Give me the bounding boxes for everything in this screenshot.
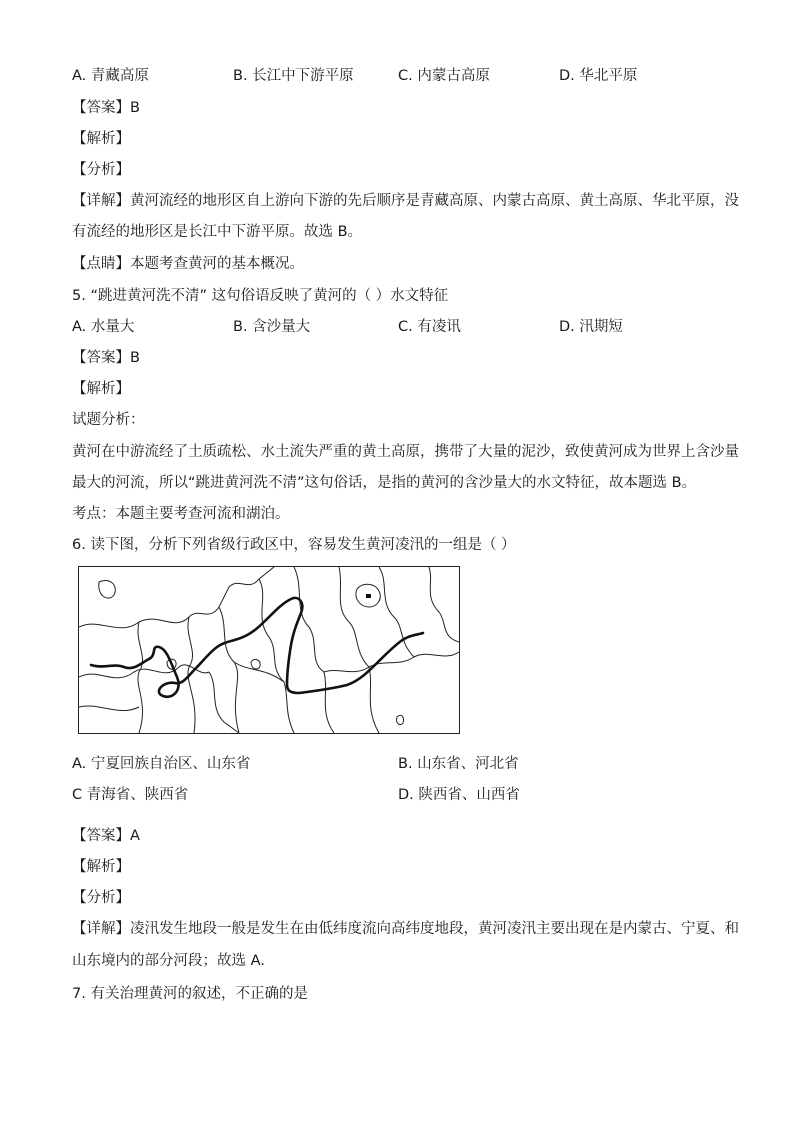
- q6-option-c: C 青海省、陕西省: [72, 787, 189, 803]
- q4-detail-line-2: 有流经的地形区是长江中下游平原。故选 B。: [72, 224, 363, 240]
- q4-detail-line-1: 【详解】黄河流经的地形区自上游向下游的先后顺序是青藏高原、内蒙古高原、黄土高原、华北平原，没: [72, 193, 739, 209]
- q5-option-a: A. 水量大: [72, 319, 135, 335]
- q4-answer: 【答案】B: [72, 100, 140, 116]
- q5-kaodian: 考点：本题主要考查河流和湖泊。: [72, 506, 290, 522]
- q5-body-line-2: 最大的河流，所以“跳进黄河洗不清”这句俗话，是指的黄河的含沙量大的水文特征，故本题选 B。: [72, 475, 697, 491]
- q6-fenxi-label: 【分析】: [72, 890, 130, 906]
- q4-option-c: C. 内蒙古高原: [398, 68, 490, 84]
- q5-body-line-1: 黄河在中游流经了土质疏松、水土流失严重的黄土高原，携带了大量的泥沙，致使黄河成为世界上含沙量: [72, 444, 739, 460]
- q6-option-a: A. 宁夏回族自治区、山东省: [72, 756, 251, 772]
- q4-dianjing: 【点睛】本题考查黄河的基本概况。: [72, 256, 304, 272]
- q6-detail-line-1: 【详解】凌汛发生地段一般是发生在由低纬度流向高纬度地段，黄河凌汛主要出现在是内蒙古、宁夏、和: [72, 921, 739, 937]
- yellow-river-map: [78, 566, 460, 734]
- q6-detail-line-2: 山东境内的部分河段；故选 A.: [72, 953, 265, 969]
- q6-option-d: D. 陕西省、山西省: [398, 787, 520, 803]
- q6-option-b: B. 山东省、河北省: [398, 756, 519, 772]
- q4-option-d: D. 华北平原: [559, 68, 638, 84]
- q7-stem: 7. 有关治理黄河的叙述，不正确的是: [72, 986, 308, 1002]
- q5-option-d: D. 汛期短: [559, 319, 623, 335]
- q5-analysis-label: 【解析】: [72, 381, 130, 397]
- q6-analysis-label: 【解析】: [72, 859, 130, 875]
- q4-option-a: A. 青藏高原: [72, 68, 149, 84]
- q6-stem: 6. 读下图，分析下列省级行政区中，容易发生黄河凌汛的一组是（ ）: [72, 537, 516, 553]
- q4-option-b: B. 长江中下游平原: [233, 68, 354, 84]
- map-drawing: [79, 567, 459, 733]
- q5-shiti-label: 试题分析：: [72, 412, 145, 428]
- q5-option-c: C. 有凌讯: [398, 319, 461, 335]
- q6-answer: 【答案】A: [72, 828, 140, 844]
- q4-fenxi-label: 【分析】: [72, 162, 130, 178]
- q5-stem: 5. “跳进黄河洗不清” 这句俗语反映了黄河的（ ）水文特征: [72, 288, 449, 304]
- q4-analysis-label: 【解析】: [72, 131, 130, 147]
- q5-answer: 【答案】B: [72, 350, 140, 366]
- q5-option-b: B. 含沙量大: [233, 319, 311, 335]
